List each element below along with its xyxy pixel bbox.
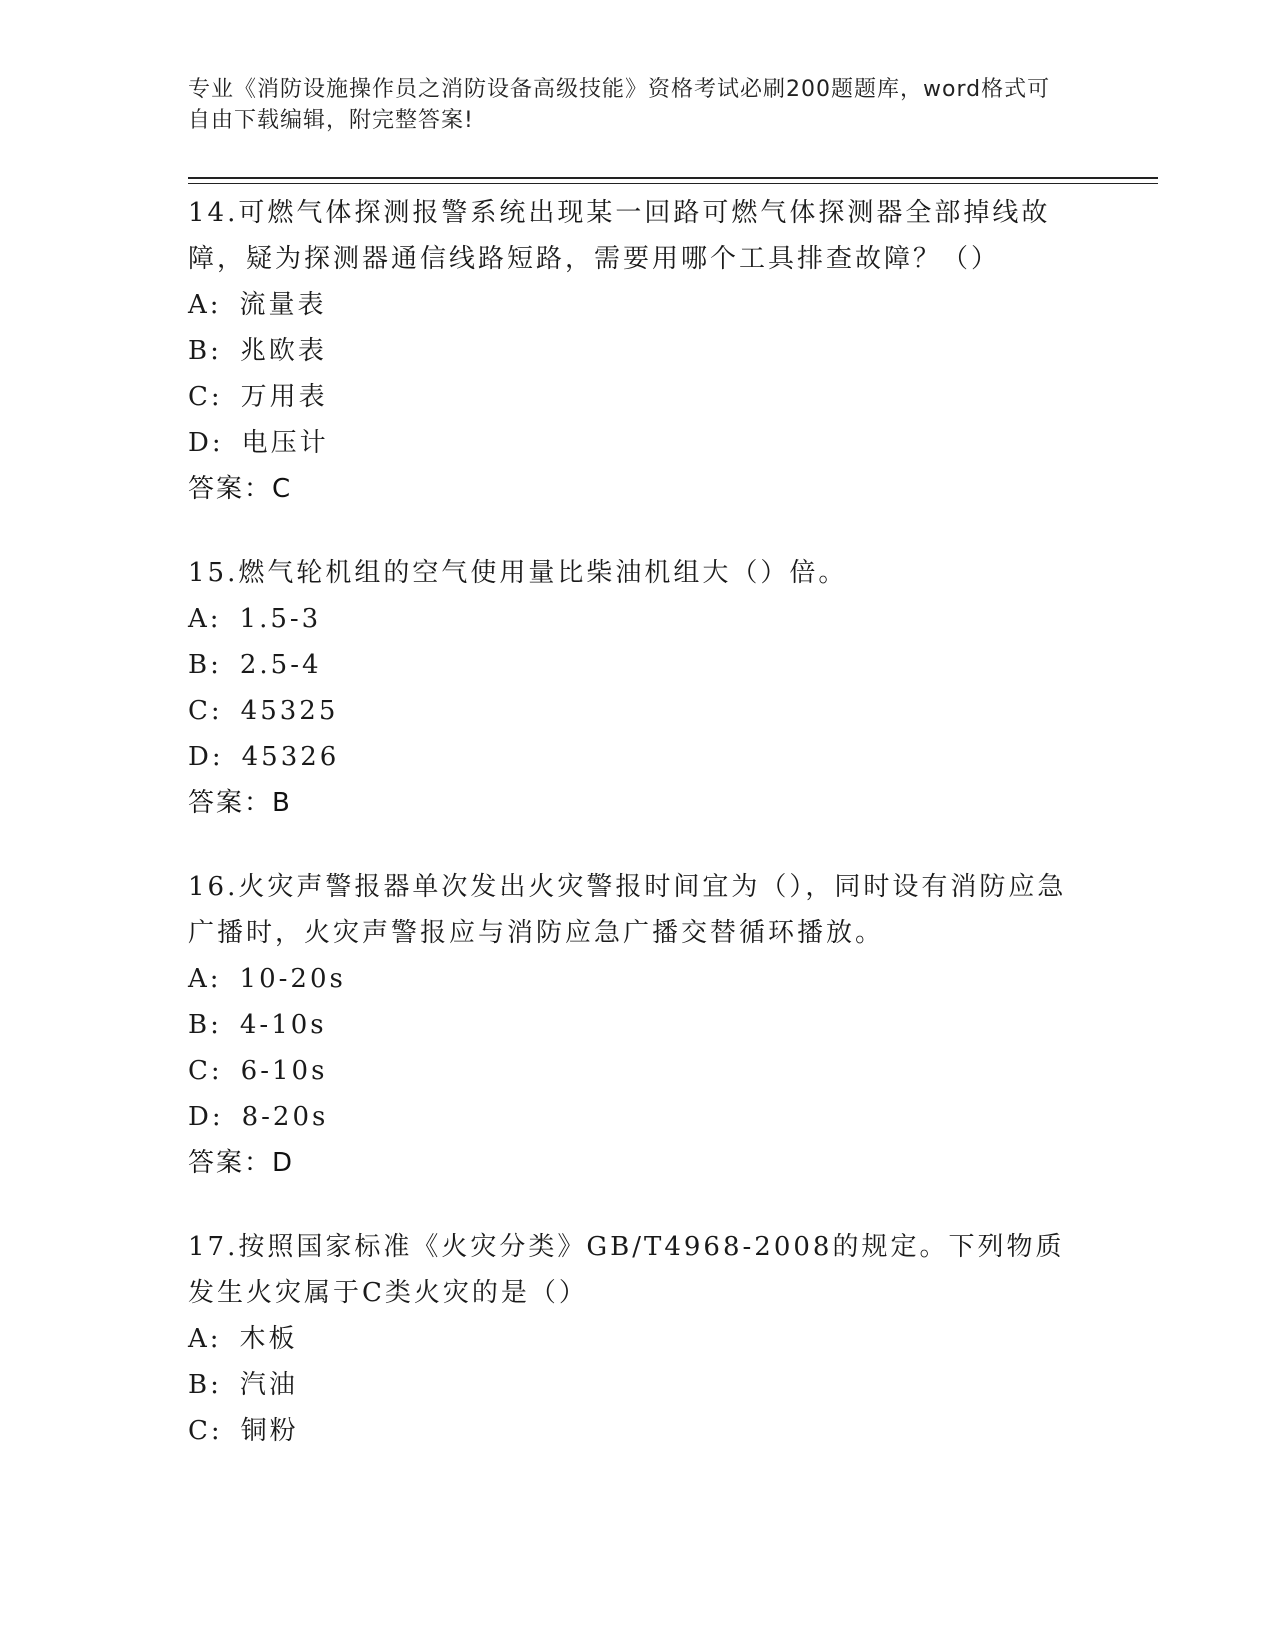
question-stem: 15.燃气轮机组的空气使用量比柴油机组大（）倍。 <box>188 558 848 588</box>
option-letter: C: <box>188 1416 223 1446</box>
option-text: 45326 <box>241 742 340 772</box>
question-16 <box>188 864 1088 1186</box>
option-text: 万用表 <box>240 382 328 412</box>
option-text: 10-20s <box>239 964 346 994</box>
option-letter: A: <box>188 290 222 320</box>
option-text: 电压计 <box>241 428 329 458</box>
option-letter: B: <box>188 1370 222 1400</box>
option-d <box>188 734 1088 780</box>
option-letter: C: <box>188 1056 223 1086</box>
option-letter: C: <box>188 382 223 412</box>
option-letter: A: <box>188 1324 222 1354</box>
option-c <box>188 1048 1088 1094</box>
option-letter: B: <box>188 1010 222 1040</box>
option-a <box>188 956 1088 1002</box>
option-a <box>188 282 1088 328</box>
option-text: 8-20s <box>241 1102 329 1132</box>
option-a <box>188 1316 1088 1362</box>
answer-label: 答案：C <box>188 474 293 504</box>
option-text: 6-10s <box>240 1056 328 1086</box>
question-stem: 14.可燃气体探测报警系统出现某一回路可燃气体探测器全部掉线故障，疑为探测器通信线路短路，需要用哪个工具排查故障？（） <box>188 198 1051 274</box>
header-rule-thick <box>188 177 1158 179</box>
option-c <box>188 374 1088 420</box>
document-header: 专业《消防设施操作员之消防设备高级技能》资格考试必刷200题题库，word格式可自由下载编辑，附完整答案! <box>188 77 1051 133</box>
question-15 <box>188 550 1088 826</box>
option-text: 45325 <box>240 696 339 726</box>
option-letter: A: <box>188 604 222 634</box>
question-17 <box>188 1224 1088 1454</box>
option-b <box>188 1362 1088 1408</box>
option-text: 2.5-4 <box>239 650 322 680</box>
question-list <box>188 190 1088 1492</box>
option-letter: A: <box>188 964 222 994</box>
option-text: 4-10s <box>239 1010 327 1040</box>
option-text: 木板 <box>239 1324 298 1354</box>
option-letter: B: <box>188 336 222 366</box>
question-stem: 16.火灾声警报器单次发出火灾警报时间宜为（），同时设有消防应急广播时，火灾声警报应与消防应急广播交替循环播放。 <box>188 872 1067 948</box>
option-c <box>188 688 1088 734</box>
option-d <box>188 420 1088 466</box>
option-letter: D: <box>188 742 224 772</box>
option-letter: B: <box>188 650 222 680</box>
option-letter: C: <box>188 696 223 726</box>
option-b <box>188 328 1088 374</box>
answer-label: 答案：D <box>188 1148 295 1178</box>
option-b <box>188 642 1088 688</box>
option-text: 铜粉 <box>240 1416 299 1446</box>
option-text: 1.5-3 <box>239 604 322 634</box>
answer-label: 答案：B <box>188 788 292 818</box>
option-a <box>188 596 1088 642</box>
question-stem: 17.按照国家标准《火灾分类》GB/T4968-2008的规定。下列物质发生火灾属于C类火灾的是（） <box>188 1232 1065 1308</box>
option-letter: D: <box>188 1102 224 1132</box>
option-b <box>188 1002 1088 1048</box>
option-text: 流量表 <box>239 290 327 320</box>
header-rule-thin <box>188 183 1158 184</box>
option-d <box>188 1094 1088 1140</box>
option-c <box>188 1408 1088 1454</box>
option-text: 兆欧表 <box>239 336 327 366</box>
option-text: 汽油 <box>239 1370 298 1400</box>
option-letter: D: <box>188 428 224 458</box>
question-14 <box>188 190 1088 512</box>
